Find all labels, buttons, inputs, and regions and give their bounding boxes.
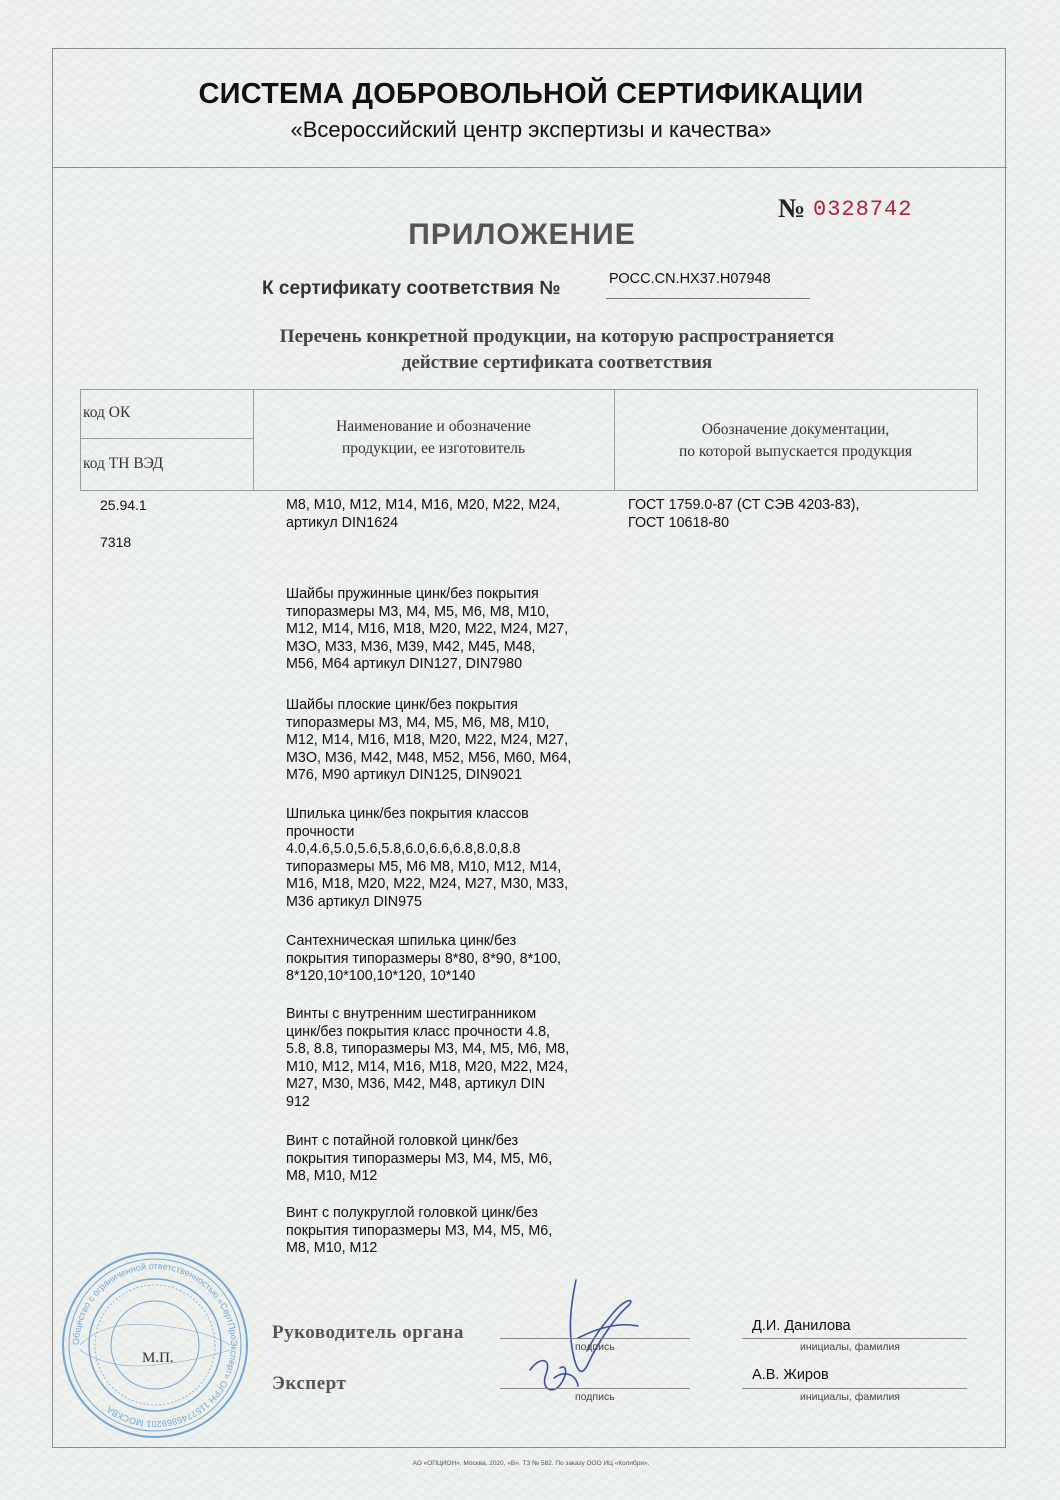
product-line: М10, М12, М14, М16, М18, М20, М22, М24, [286,1058,569,1075]
product-line: М27, М30, М36, М42, М48, артикул DIN [286,1076,546,1092]
product-line: М8, М10, М12, М14, М16, М20, М22, М24, [286,497,561,513]
product-line: М3О, М36, М42, М48, М52, М56, М60, М64, [286,749,572,766]
product-line: 5.8, 8.8, типоразмеры М3, М4, М5, М6, М8, [286,1041,570,1057]
product-item [286,1205,626,1258]
documents [628,496,859,532]
expert-label: Эксперт [272,1373,347,1394]
col-product-header-line1: Наименование и обозначение [336,418,531,435]
product-line: 8*120,10*100,10*120, 10*140 [286,968,476,984]
header-separator [52,167,1007,168]
product-line: 4.0,4.6,5.0,5.6,5.8,6.0,6.6,6.8,8.0,8.8 [286,841,521,857]
print-footer: АО «ОПЦИОН», Москва, 2020, «В». ТЗ № 582. По заказу ООО ИЦ «Колибри». [412,1460,650,1467]
document-line: ГОСТ 1759.0-87 (СТ СЭВ 4203-83), [628,497,860,513]
product-item [286,697,626,785]
expert-sign-line [500,1388,690,1389]
product-item [286,586,626,674]
product-line: М16, М18, М20, М22, М24, М27, М30, М33, [286,876,569,892]
table-divider [81,438,253,439]
product-line: типоразмеры М5, М6 М8, М10, М12, М14, [286,858,562,875]
product-line: М76, М90 артикул DIN125, DIN9021 [286,767,523,783]
product-line: покрытия типоразмеры М3, М4, М5, М6, [286,1150,553,1167]
product-item [286,497,626,532]
form-number: 0328742 [813,197,913,222]
product-line: типоразмеры М3, М4, М5, М6, М8, М10, [286,714,550,731]
product-line: М3О, М33, М36, М39, М42, М45, М48, [286,638,536,655]
col-docs-header-line1: Обозначение документации, [701,421,890,438]
mp-label: М.П. [142,1350,174,1366]
system-title: СИСТЕМА ДОБРОВОЛЬНОЙ СЕРТИФИКАЦИИ [198,78,864,110]
product-line: прочности [286,823,355,840]
product-line: покрытия типоразмеры М3, М4, М5, М6, [286,1222,553,1239]
stamp-ring-text: Общество с ограниченной ответственностью «СертПроЭксперт» ОГРН 1157746869201 МОСКВА [70,1260,240,1430]
head-name-line [742,1338,967,1339]
product-line: Винты с внутренним шестигранником [286,1006,537,1022]
expert-name-caption: инициалы, фамилия [800,1391,900,1403]
product-line: Винт с потайной головкой цинк/без [286,1133,518,1149]
head-label: Руководитель органа [272,1322,464,1343]
col-docs-header-line2: по которой выпускается продукция [679,443,912,460]
code-ok: 25.94.1 [100,497,147,513]
product-line: М36 артикул DIN975 [286,893,422,910]
organization-stamp [60,1250,250,1440]
product-line: М12, М14, М16, М18, М20, М22, М24, М27, [286,732,569,748]
product-item [286,806,626,911]
product-line: М56, М64 артикул DIN127, DIN7980 [286,656,523,672]
product-line: Винт с полукруглой головкой цинк/без [286,1205,538,1221]
col-ok-header: код ОК [83,404,131,421]
document-line: ГОСТ 10618-80 [628,515,730,531]
col-docs-header [614,419,977,463]
product-line: Шайбы плоские цинк/без покрытия [286,697,518,713]
list-title [52,324,1060,376]
product-line: Шайбы пружинные цинк/без покрытия [286,586,539,602]
product-line: Сантехническая шпилька цинк/без [286,933,517,949]
product-line: Шпилька цинк/без покрытия классов [286,806,529,822]
head-sign-line [500,1338,690,1339]
certificate-number: РОСС.CN.НХ37.Н07948 [609,271,771,287]
expert-name-line [742,1388,967,1389]
system-subtitle: «Всероссийский центр экспертизы и качества» [290,117,772,142]
head-name-caption: инициалы, фамилия [800,1341,900,1353]
list-title-line1: Перечень конкретной продукции, на которую распространяется [279,326,835,347]
head-sign-caption: подпись [575,1341,615,1353]
table-header [80,389,978,491]
product-item [286,933,626,986]
expert-name: А.В. Жиров [752,1367,829,1383]
product-line: типоразмеры М3, М4, М5, М6, М8, М10, [286,603,550,620]
product-line: цинк/без покрытия класс прочности 4.8, [286,1023,551,1040]
appendix-title: ПРИЛОЖЕНИЕ [408,218,636,251]
product-item [286,1006,626,1111]
product-line: покрытия типоразмеры 8*80, 8*90, 8*100, [286,950,561,967]
certificate-number-underline [606,298,810,299]
col-product-header [253,416,614,460]
product-item [286,1133,626,1186]
product-line: 912 [286,1093,310,1110]
certificate-label: К сертификату соответствия № [262,278,561,299]
form-number-sign: № [778,193,806,223]
expert-sign-caption: подпись [575,1391,615,1403]
col-tnved-header: код ТН ВЭД [83,455,164,472]
product-line: М8, М10, М12 [286,1240,378,1256]
code-tnved: 7318 [100,534,132,550]
product-line: М8, М10, М12 [286,1168,378,1184]
col-product-header-line2: продукции, ее изготовитель [341,440,526,457]
list-title-line2: действие сертификата соответствия [401,352,713,373]
product-line: артикул DIN1624 [286,514,399,531]
head-name: Д.И. Данилова [752,1318,851,1334]
product-line: М12, М14, М16, М18, М20, М22, М24, М27, [286,621,569,637]
